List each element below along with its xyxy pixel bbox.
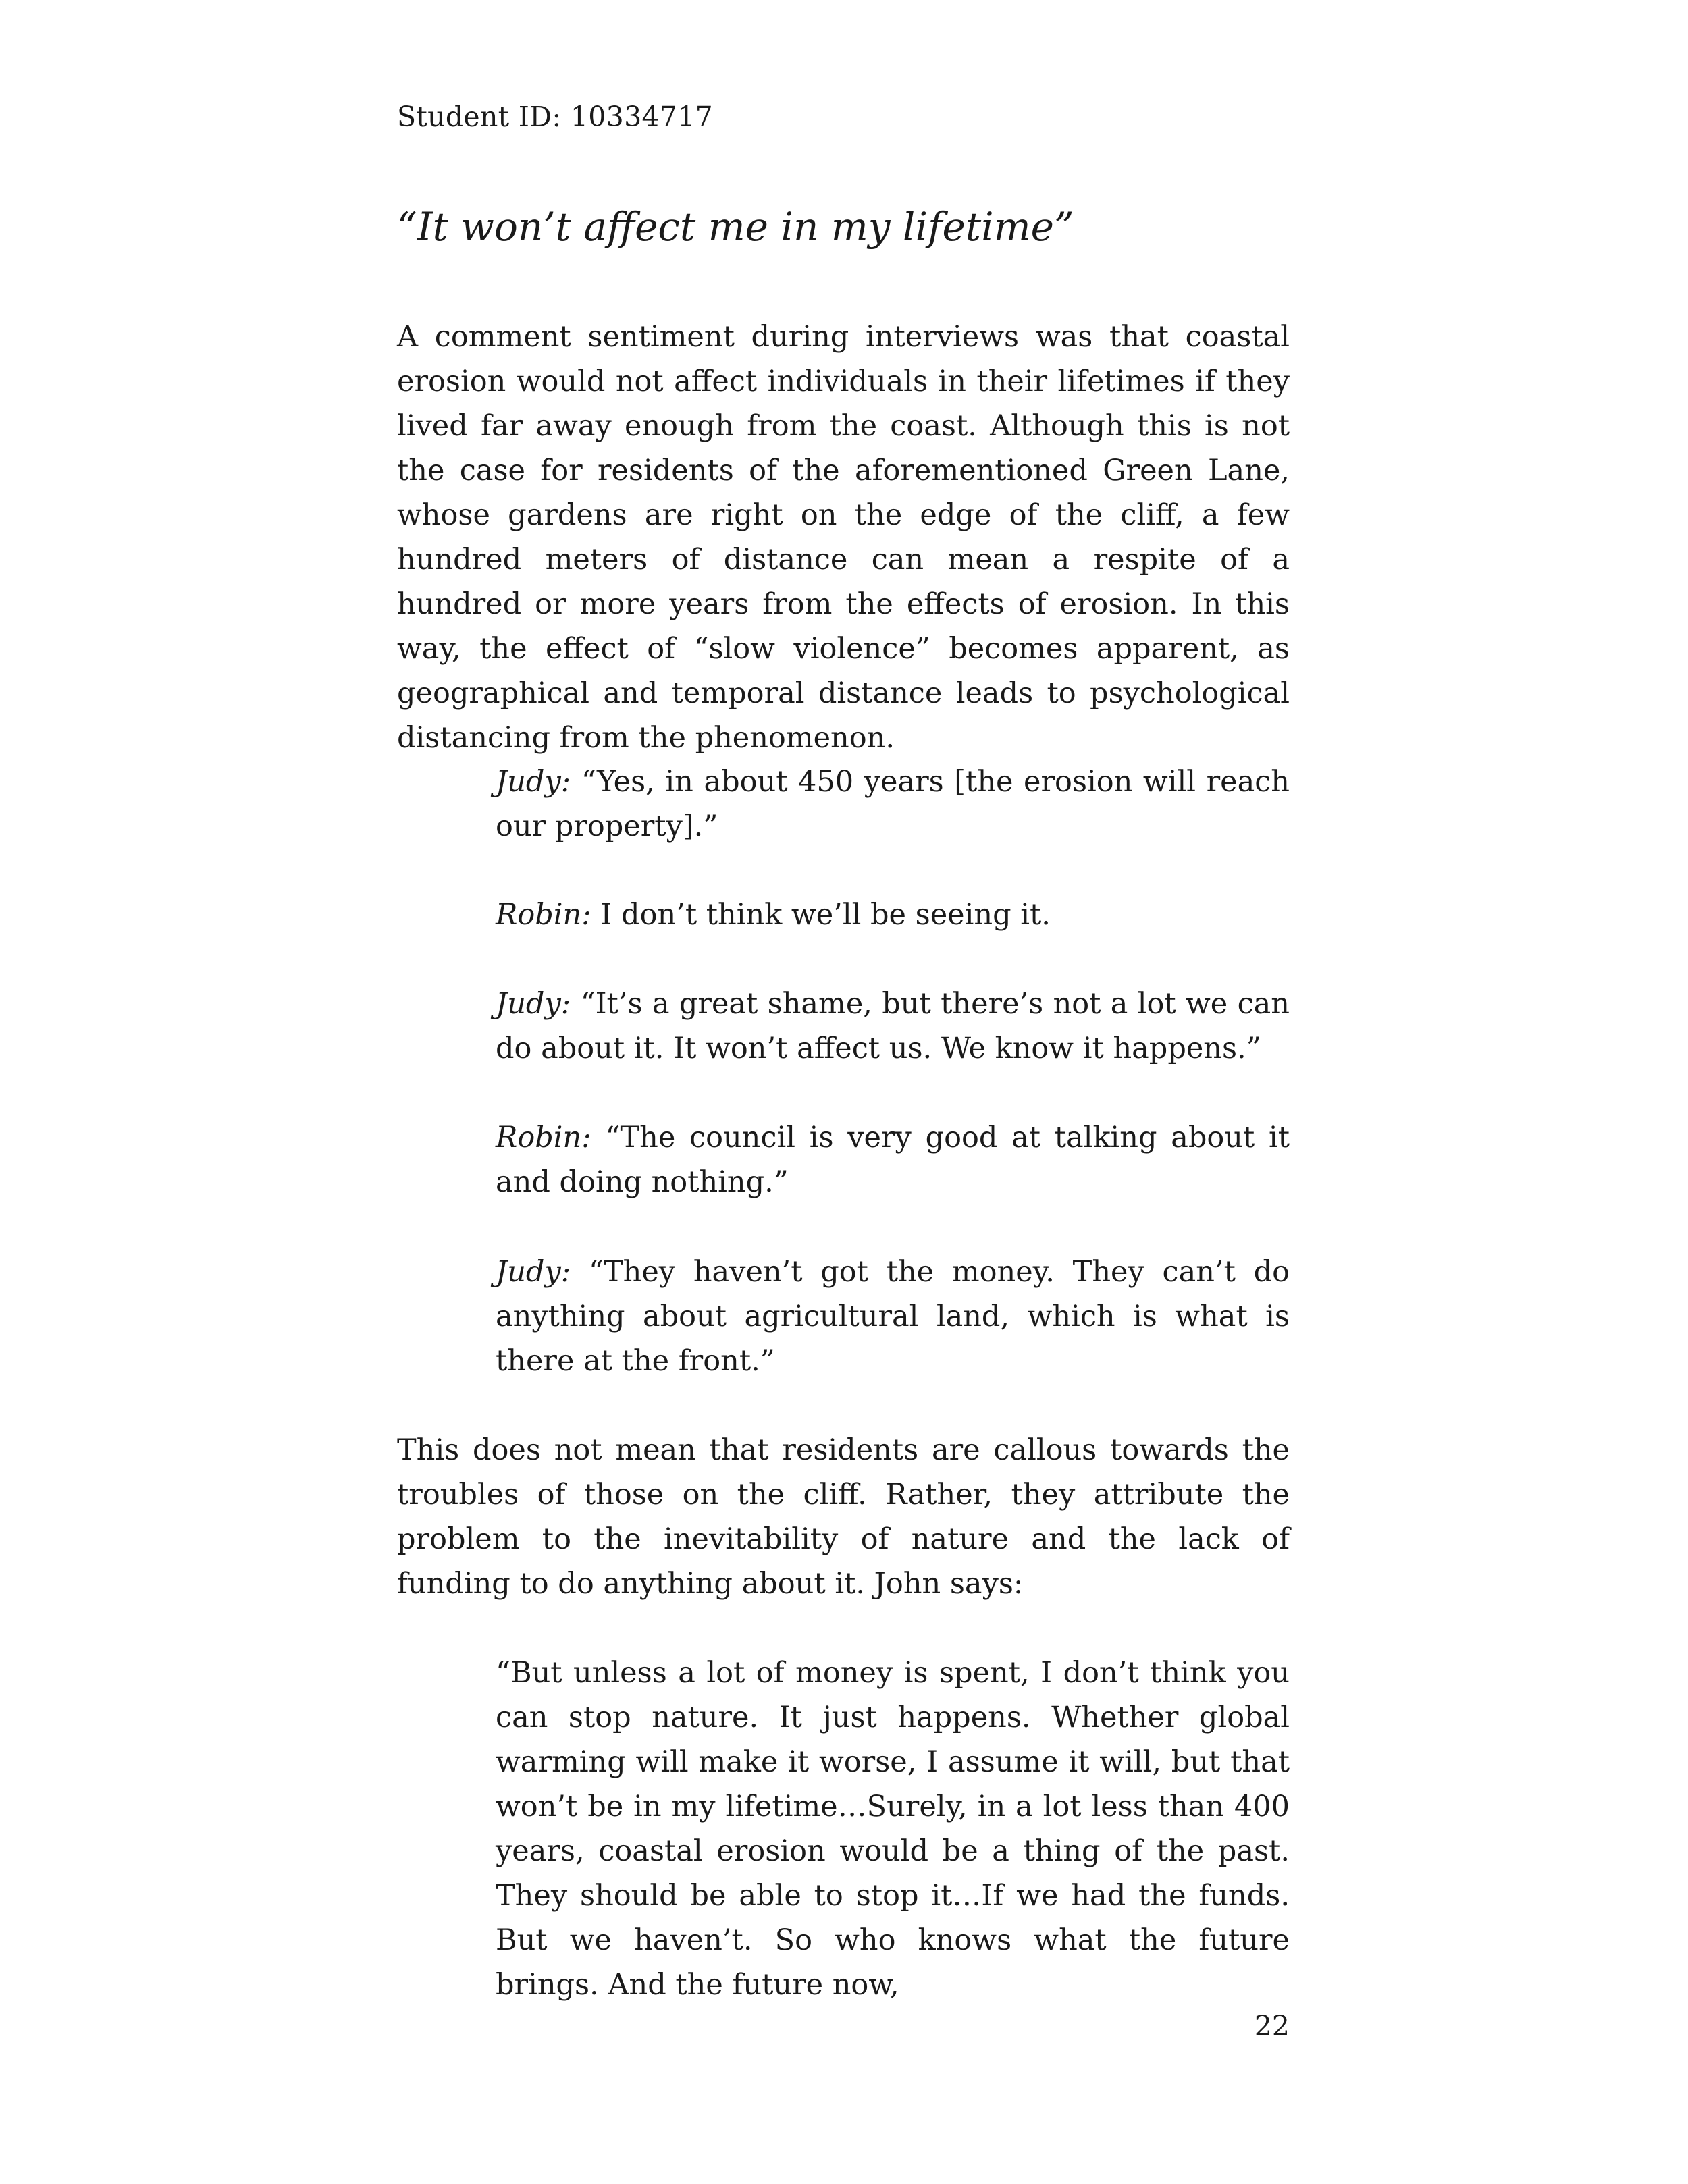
interview-quote [496, 982, 1290, 1071]
speaker-label: Robin: [496, 898, 591, 932]
interview-quote [496, 760, 1290, 849]
interview-quote [496, 1250, 1290, 1383]
interview-quote [496, 893, 1290, 937]
quote-text: “They haven’t got the money. They can’t do anything about agricultural land, which is what is there at the front.” [496, 1255, 1290, 1378]
quote-text: “The council is very good at talking about it and doing nothing.” [496, 1121, 1290, 1199]
body-paragraph: A comment sentiment during interviews was that coastal erosion would not affect individuals in their lifetimes if they lived far away enough from the coast. Although this is not the case for residents of the aforementioned Green Lane, whose gardens are right on the edge of the cliff, a few hundred meters of distance can mean a respite of a hundred or more years from the effects of erosion. In this way, the effect of “slow violence” becomes apparent, as geographical and temporal distance leads to psychological distancing from the phenomenon. [397, 320, 1290, 755]
page-number: 22 [1254, 2010, 1290, 2042]
speaker-label: Judy: [496, 765, 571, 799]
section-heading: “It won’t affect me in my lifetime” [397, 204, 1074, 250]
speaker-label: Judy: [496, 1255, 571, 1289]
speaker-label: Robin: [496, 1121, 591, 1154]
john-quote: “But unless a lot of money is spent, I don’t think you can stop nature. It just happens. Whether global warming will make it worse, I assume it will, but that won’t be in my lifetime…Surely, in a lot less than 400 years, coastal erosion would be a thing of the past. They should be able to stop it…If we had the funds. But we haven’t. So who knows what the future brings. And the future now, [496, 1656, 1290, 2002]
quote-text: “Yes, in about 450 years [the erosion will reach our property].” [496, 765, 1290, 843]
quote-text: “It’s a great shame, but there’s not a lot we can do about it. It won’t affect us. We know it happens.” [496, 987, 1290, 1065]
speaker-label: Judy: [496, 987, 571, 1021]
student-id-header: Student ID: 10334717 [397, 101, 713, 133]
body-paragraph: This does not mean that residents are callous towards the troubles of those on the cliff. Rather, they attribute the problem to the inevitability of nature and the lack of funding to do anything about it. John says: [397, 1433, 1290, 1601]
interview-quote [496, 1115, 1290, 1204]
quote-text: I don’t think we’ll be seeing it. [591, 898, 1051, 932]
